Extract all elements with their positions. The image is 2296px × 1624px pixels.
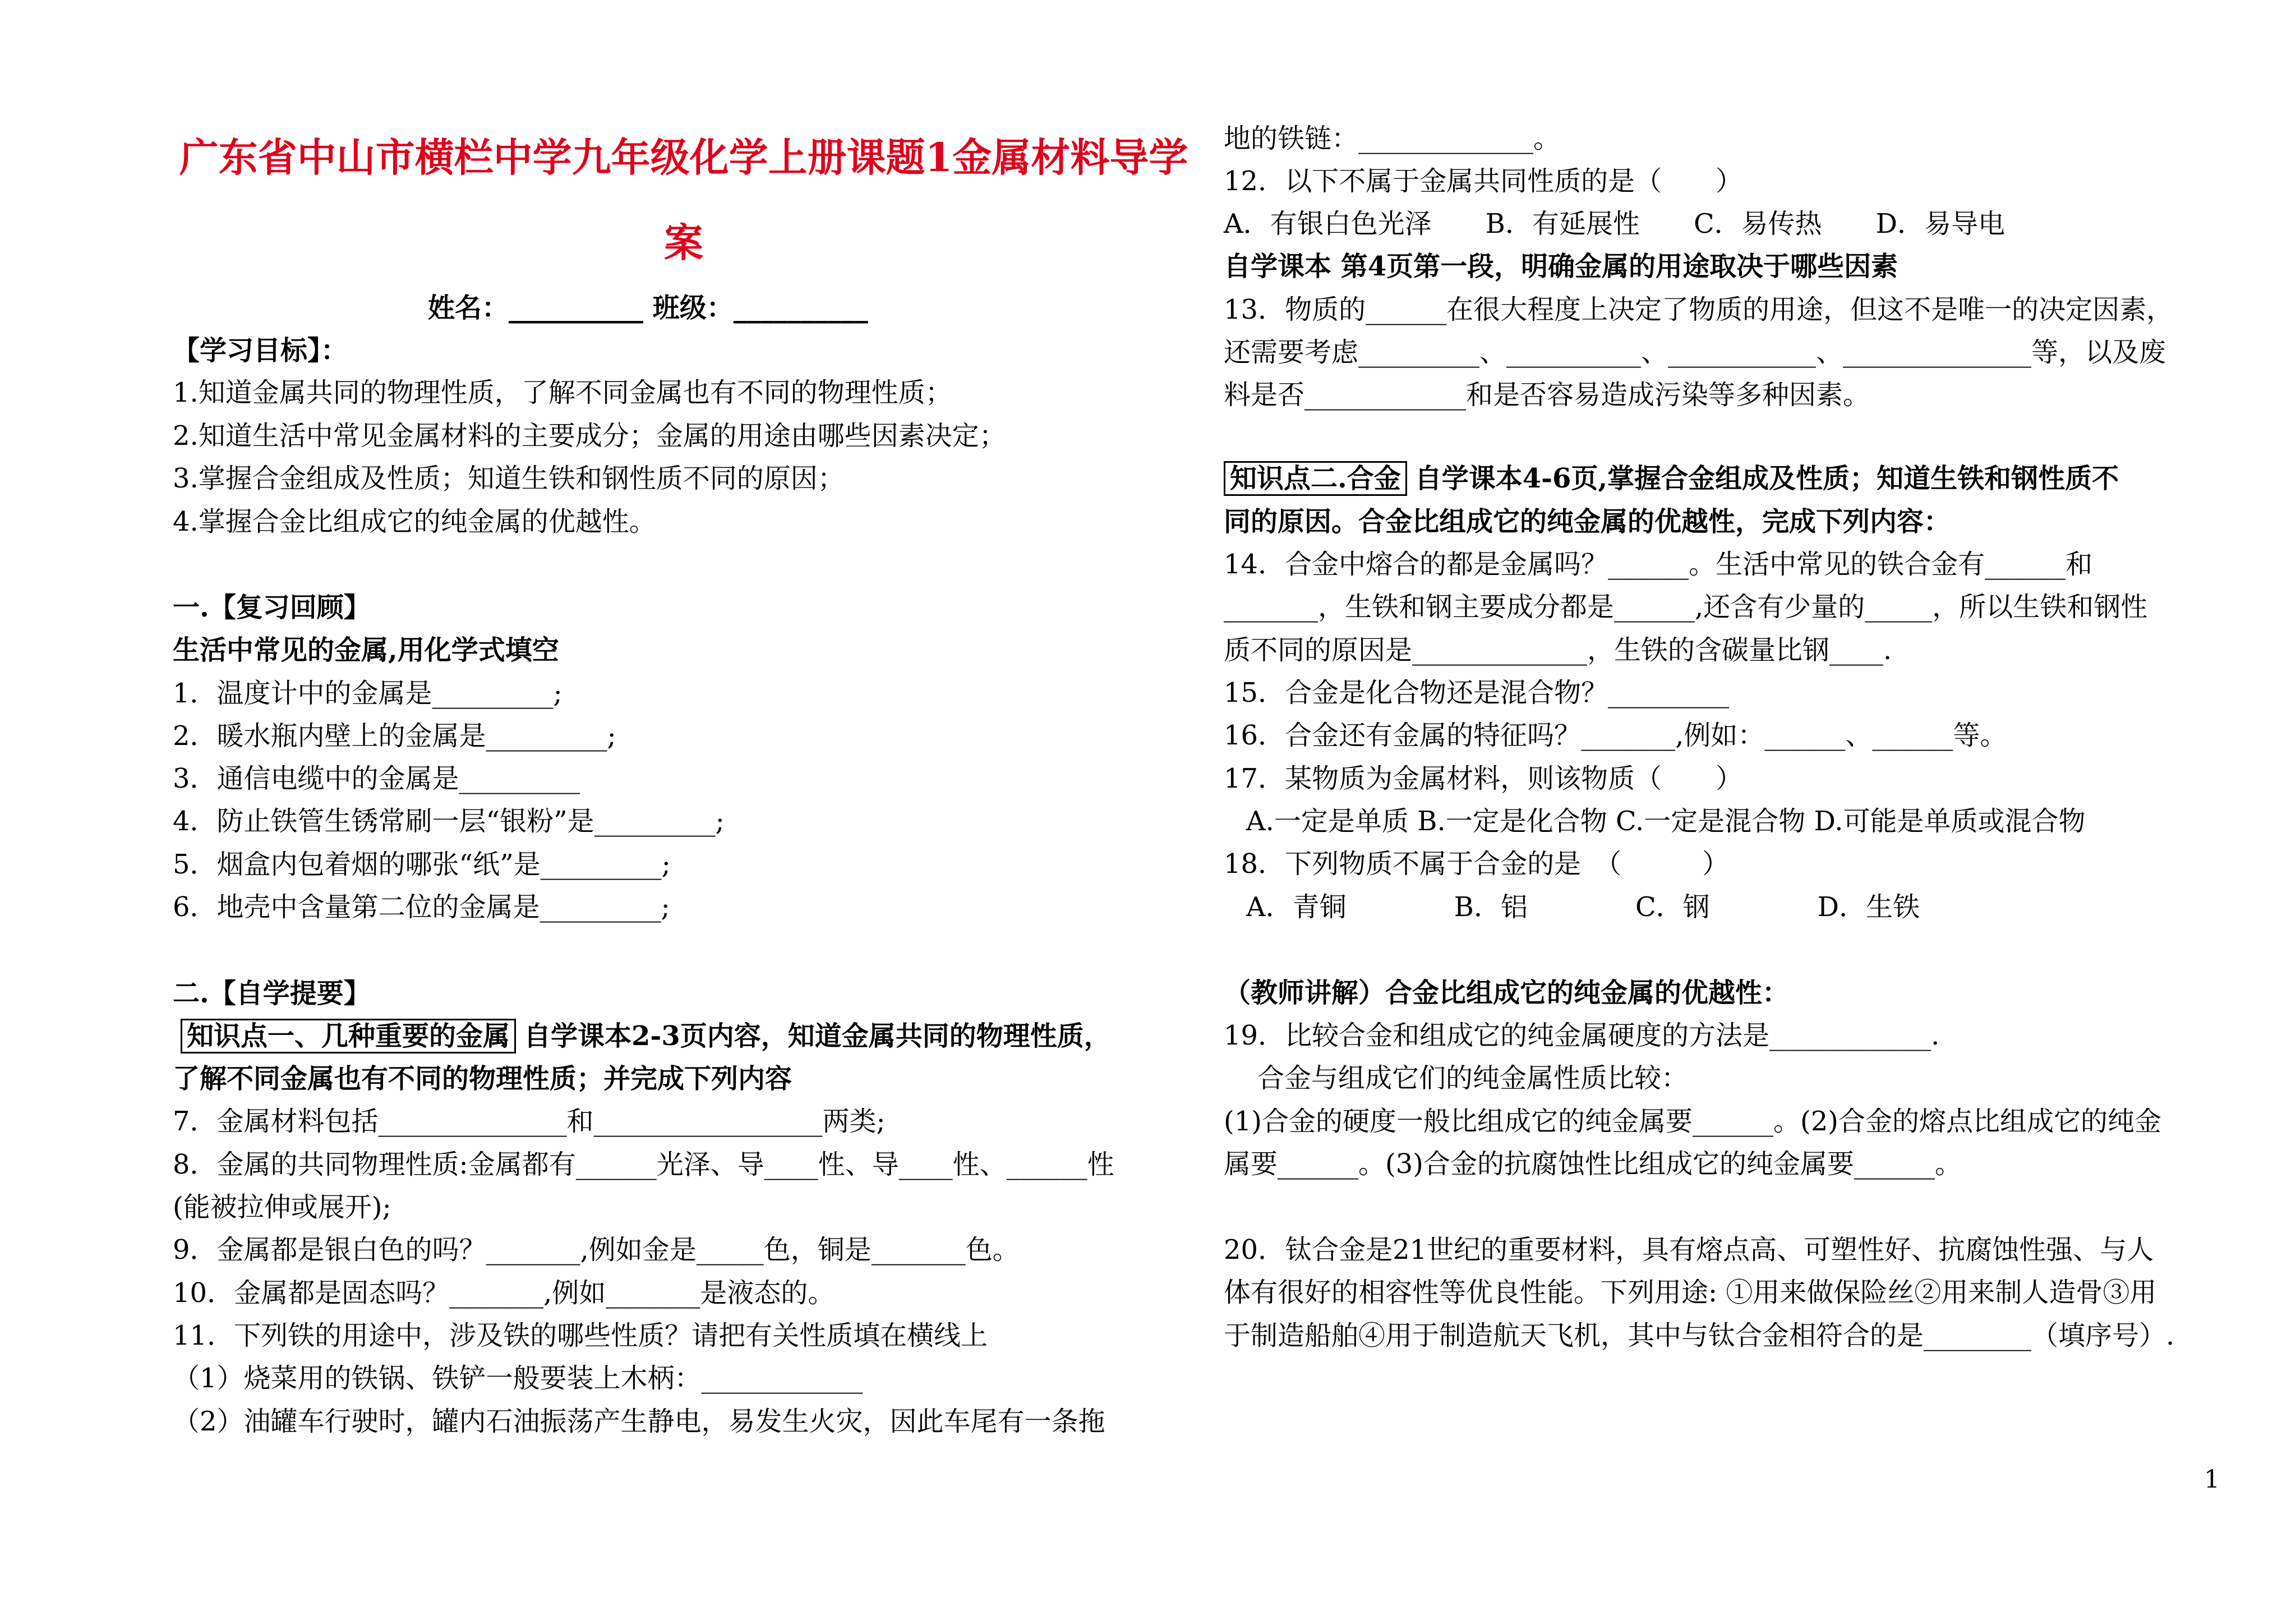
page-title-continued: 案 [664, 219, 703, 266]
teacher-heading: （教师讲解）合金比组成它的纯金属的优越性： [1224, 977, 1790, 1009]
question-13-cont: 还需要考虑_________、__________、___________、______________等，以及废 [1224, 337, 2166, 368]
question-19-sub: 合金与组成它们的纯金属性质比较： [1257, 1062, 1689, 1094]
question-13-cont: 料是否____________和是否容易造成污染等多种因素。 [1224, 379, 1870, 411]
question-8: 8．金属的共同物理性质:金属都有______光泽、导____性、导____性、______性 [173, 1149, 1114, 1180]
question-12: 12．以下不属于金属共同性质的是（ ） [1224, 165, 1743, 197]
review-subheading: 生活中常见的金属,用化学式填空 [173, 634, 559, 666]
question-18-options: A．青铜 B．铝 C．钢 D．生铁 [1246, 891, 1920, 923]
question-11-part-2: （2）油罐车行驶时，罐内石油振荡产生静电，易发生火灾，因此车尾有一条拖 [173, 1406, 1105, 1437]
review-item: 6．地壳中含量第二位的金属是_________; [173, 891, 670, 923]
question-17-options: A.一定是单质 B.一定是化合物 C.一定是混合物 D.可能是单质或混合物 [1246, 806, 2086, 837]
review-heading: 一.【复习回顾】 [173, 592, 371, 623]
review-item: 2．暖水瓶内壁上的金属是_________; [173, 720, 616, 752]
question-8-cont: (能被拉伸或展开); [173, 1191, 391, 1223]
review-item: 5．烟盒内包着烟的哪张“纸”是_________; [173, 849, 671, 880]
knowledge-point-1 [181, 1019, 1111, 1053]
question-19-comparison: (1)合金的硬度一般比组成它的纯金属要______。(2)合金的熔点比组成它的纯金 [1224, 1106, 2161, 1137]
knowledge-point-1-box: 知识点一、几种重要的金属 [181, 1019, 516, 1053]
knowledge-point-2-text: 自学课本4-6页,掌握合金组成及性质；知道生铁和钢性质不 [1414, 463, 2119, 494]
objective-item: 4.掌握合金比组成它的纯金属的优越性。 [173, 506, 656, 537]
page-number: 1 [2204, 1465, 2220, 1494]
question-19-comparison-cont: 属要______。(3)合金的抗腐蚀性比组成它的纯金属要______。 [1224, 1148, 1962, 1180]
objective-item: 1.知道金属共同的物理性质，了解不同金属也有不同的物理性质； [173, 377, 952, 408]
question-17: 17．某物质为金属材料，则该物质（ ） [1224, 763, 1743, 794]
question-11: 11．下列铁的用途中，涉及铁的哪些性质？请把有关性质填在横线上 [173, 1320, 988, 1351]
study-instruction: 自学课本 第4页第一段，明确金属的用途取决于哪些因素 [1224, 251, 1898, 282]
question-20-cont: 体有很好的相容性等优良性能。下列用途: ①用来做保险丝②用来制人造骨③用 [1224, 1277, 2157, 1308]
review-item: 4．防止铁管生锈常刷一层“银粉”是_________; [173, 806, 725, 837]
question-12-options: A．有银白色光泽 B．有延展性 C．易传热 D．易导电 [1224, 208, 2005, 240]
question-10: 10．金属都是固态吗？_______,例如_______是液态的。 [173, 1277, 835, 1309]
question-9: 9．金属都是银白色的吗？_______,例如金是_____色，铜是_______色。 [173, 1234, 1020, 1266]
knowledge-point-2-box: 知识点二.合金 [1224, 461, 1407, 496]
knowledge-point-1-text-cont: 了解不同金属也有不同的物理性质；并完成下列内容 [173, 1063, 792, 1094]
question-20-cont: 于制造船舶④用于制造航天飞机，其中与钛合金相符合的是________（填序号）. [1224, 1320, 2175, 1351]
knowledge-point-2-text-cont: 同的原因。合金比组成它的纯金属的优越性，完成下列内容： [1224, 506, 1951, 537]
question-15: 15．合金是化合物还是混合物？_________ [1224, 677, 1730, 709]
question-11-part-1: （1）烧菜用的铁锅、铁铲一般要装上木柄：____________ [173, 1363, 863, 1394]
name-class-line: 姓名：__________ 班级：__________ [428, 292, 868, 324]
question-16: 16．合金还有金属的特征吗？_______,例如：______、______等。 [1224, 720, 2007, 751]
knowledge-point-2 [1224, 462, 2119, 495]
question-13: 13．物质的______在很大程度上决定了物质的用途，但这不是唯一的决定因素， [1224, 294, 2174, 325]
question-14-cont: 质不同的原因是_____________，生铁的含碳量比钢____. [1224, 634, 1892, 666]
objective-item: 3.掌握合金组成及性质；知道生铁和钢性质不同的原因； [173, 463, 845, 494]
review-item: 1．温度计中的金属是_________; [173, 678, 563, 709]
question-18: 18．下列物质不属于合金的是 （ ） [1224, 848, 1730, 880]
question-11-part-2-cont: 地的铁链：_____________。 [1224, 123, 1561, 154]
question-19: 19．比较合金和组成它的纯金属硬度的方法是____________. [1224, 1020, 1940, 1051]
question-20: 20．钛合金是21世纪的重要材料，具有熔点高、可塑性好、抗腐蚀性强、与人 [1224, 1234, 2154, 1266]
question-14-cont: _______，生铁和钢主要成分都是______,还含有少量的_____，所以生铁和钢性 [1224, 591, 2148, 623]
knowledge-point-1-text: 自学课本2-3页内容，知道金属共同的物理性质， [524, 1020, 1111, 1052]
page-title: 广东省中山市横栏中学九年级化学上册课题1金属材料导学 [179, 134, 1188, 181]
self-study-heading: 二.【自学提要】 [173, 978, 371, 1009]
review-item: 3．通信电缆中的金属是_________ [173, 763, 580, 794]
objectives-heading: 【学习目标】： [173, 335, 348, 366]
question-7: 7．金属材料包括______________和_________________两类; [173, 1106, 886, 1137]
question-14: 14．合金中熔合的都是金属吗？______。生活中常见的铁合金有______和 [1224, 549, 2093, 580]
objective-item: 2.知道生活中常见金属材料的主要成分；金属的用途由哪些因素决定； [173, 420, 1006, 452]
